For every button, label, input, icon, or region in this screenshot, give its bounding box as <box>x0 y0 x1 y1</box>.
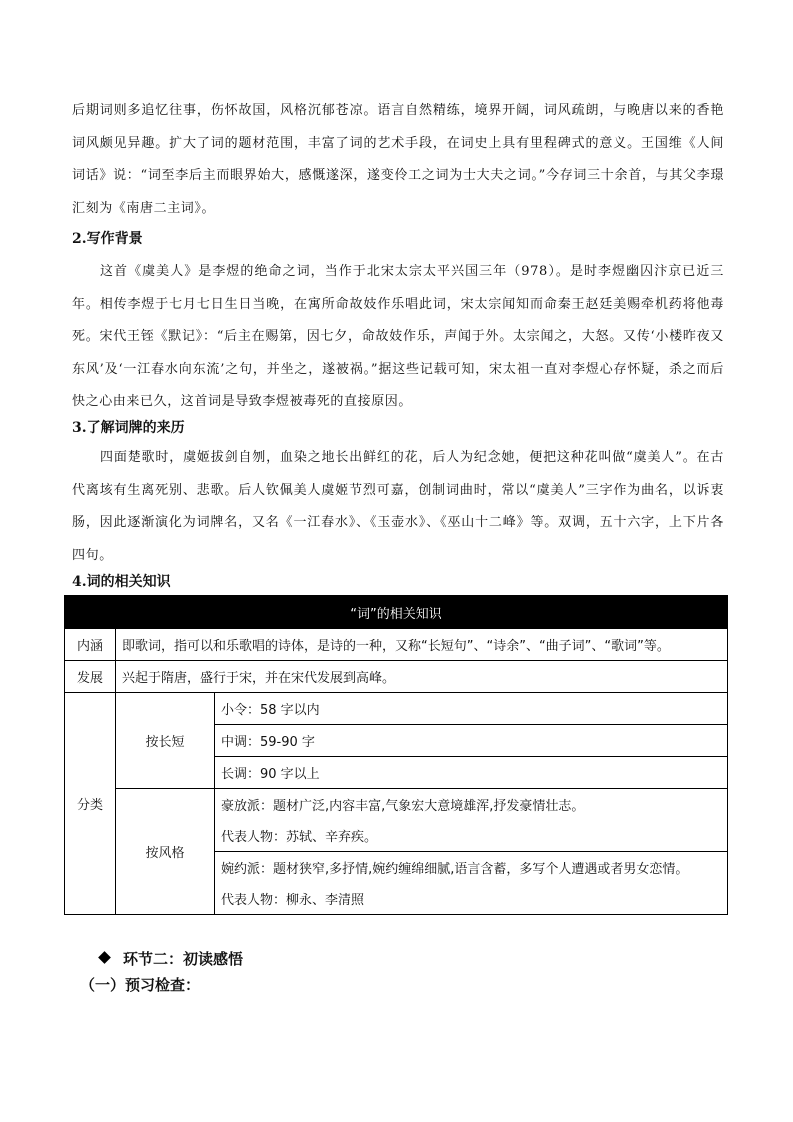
heading-cipai-origin: 3.了解词牌的来历 <box>72 420 185 436</box>
table-row <box>65 789 728 821</box>
by-length-label: 按长短 <box>116 693 215 789</box>
background-paragraph: 这首《虞美人》是李煜的绝命之词，当作于北宋太宗太平兴国三年（978）。是时李煜幽囚汴京已近三年。相传李煜于七月七日生日当晚，在寓所命故妓作乐唱此词，宋太宗闻知而命秦王赵廷美赐牵机药将他毒死。宋代王铚《默记》：“后主在赐第，因七夕，命故妓作乐，声闻于外。太宗闻之，大怒。又传‘小楼昨夜又东风’及‘一江春水向东流’之句，并坐之，遂被祸。”据这些记载可知，宋太祖一直对李煜心存怀疑，杀之而后快之心由来已久，这首词是导致李煜被毒死的直接原因。 <box>72 264 724 409</box>
table-row <box>65 661 728 693</box>
haofang-rep-cell: 代表人物：苏轼、辛弃疾。 <box>215 820 728 852</box>
neihan-value: 即歌词，指可以和乐歌唱的诗体，是诗的一种，又称“长短句”、“诗余”、“曲子词”、“歌词”等。 <box>116 629 728 661</box>
changdiao-cell: 长调：90 字以上 <box>215 757 728 789</box>
by-style-label: 按风格 <box>116 789 215 915</box>
table-row <box>65 693 728 725</box>
fazhan-value: 兴起于隋唐，盛行于宋，并在宋代发展到高峰。 <box>116 661 728 693</box>
table-title: “词”的相关知识 <box>65 596 728 629</box>
zhongdiao-cell: 中调：59-90 字 <box>215 725 728 757</box>
xiaoling-cell: 小令：58 字以内 <box>215 693 728 725</box>
neihan-label: 内涵 <box>65 629 116 661</box>
fenlei-label: 分类 <box>65 693 116 915</box>
ci-knowledge-table <box>64 595 728 915</box>
table-header-row <box>65 596 728 629</box>
section-two-heading <box>100 948 243 969</box>
preview-check-heading: （一）预习检查： <box>80 976 201 994</box>
wanyue-cell: 婉约派：题材狭窄,多抒情,婉约缠绵细腻,语言含蓄，多写个人遭遇或者男女恋情。 <box>215 852 728 884</box>
table-row <box>65 629 728 661</box>
diamond-bullet-icon <box>98 951 111 964</box>
intro-paragraph: 后期词则多追忆往事，伤怀故国，风格沉郁苍凉。语言自然精练，境界开阔，词风疏朗，与晚唐以来的香艳词风颇见异趣。扩大了词的题材范围，丰富了词的艺术手段，在词史上具有里程碑式的意义。王国维《人间词话》说：“词至李后主而眼界始大，感慨遂深，遂变伶工之词为士大夫之词。”今存词三十余首，与其父李璟汇刻为《南唐二主词》。 <box>72 103 724 216</box>
heading-writing-background: 2.写作背景 <box>72 231 143 247</box>
heading-ci-knowledge: 4.词的相关知识 <box>72 574 171 590</box>
section-two-title: 环节二：初读感悟 <box>123 950 244 968</box>
origin-paragraph: 四面楚歌时，虞姬拔剑自刎，血染之地长出鲜红的花，后人为纪念她，便把这种花叫做“虞美人”。在古代离垓有生离死别、悲歌。后人钦佩美人虞姬节烈可嘉，创制词曲时，常以“虞美人”三字作为曲名，以诉衷肠，因此逐渐演化为词牌名，又名《一江春水》、《玉壶水》、《巫山十二峰》等。双调，五十六字，上下片各四句。 <box>72 450 724 563</box>
wanyue-rep-cell: 代表人物：柳永、李清照 <box>215 883 728 915</box>
haofang-cell: 豪放派：题材广泛,内容丰富,气象宏大意境雄浑,抒发豪情壮志。 <box>215 789 728 821</box>
fazhan-label: 发展 <box>65 661 116 693</box>
